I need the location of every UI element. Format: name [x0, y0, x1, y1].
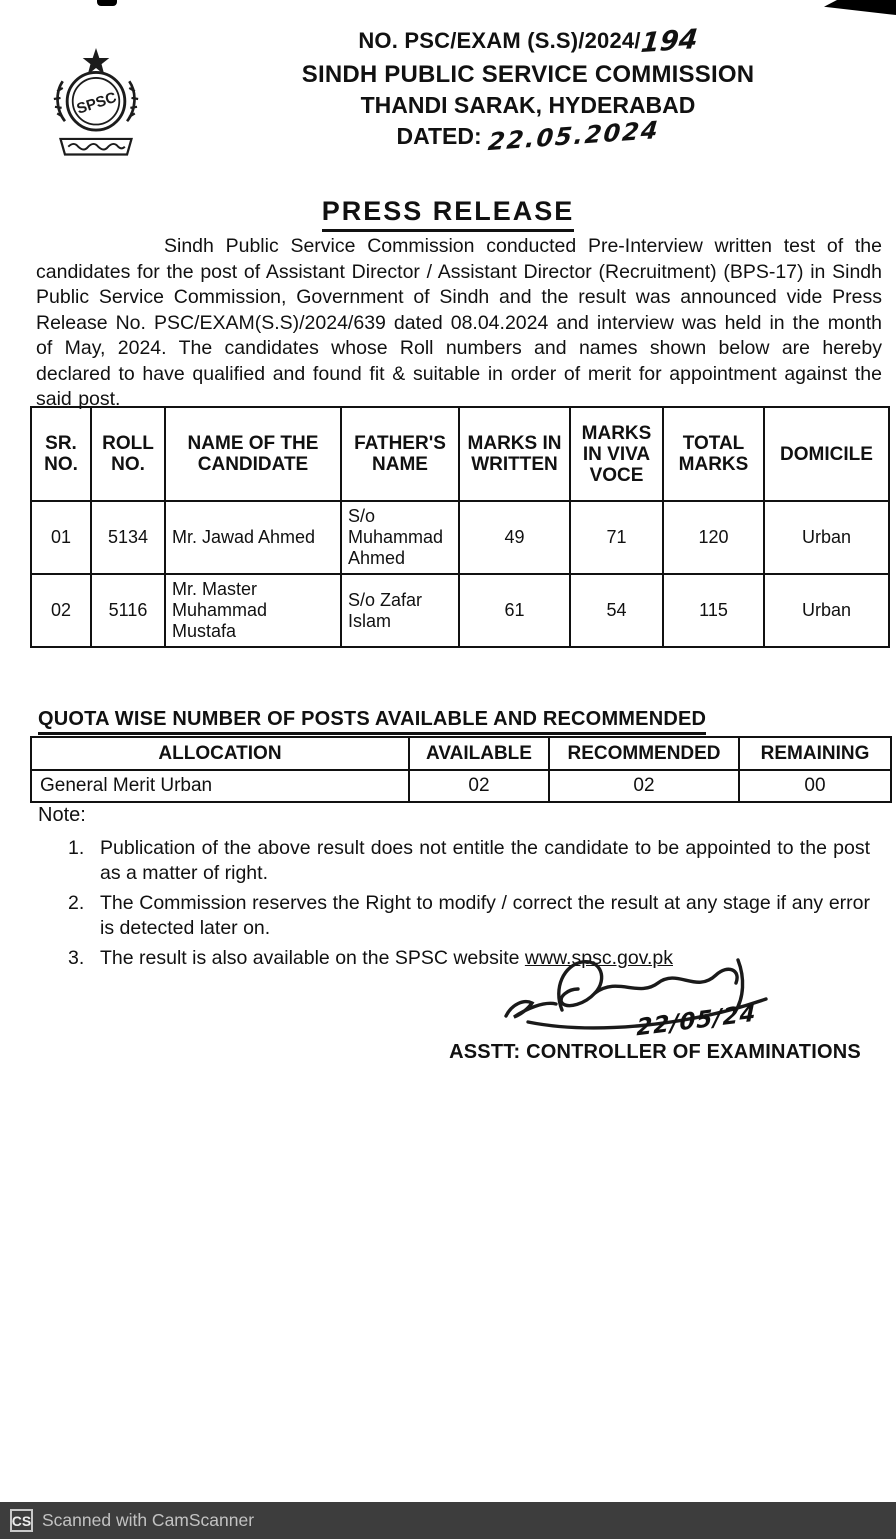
note-text: Publication of the above result does not entitle the candidate to be appointed to the post as a matter of right. [100, 837, 870, 884]
result-cell: 01 [31, 501, 91, 574]
quota-col-header: AVAILABLE [409, 737, 549, 770]
result-table-row [31, 501, 889, 574]
result-cell: 5116 [91, 574, 165, 647]
note-text-prefix: The result is also available on the SPSC website [100, 947, 525, 969]
organization-address: THANDI SARAK, HYDERABAD [360, 92, 696, 118]
organization-name: SINDH PUBLIC SERVICE COMMISSION [301, 61, 755, 88]
note-number: 3. [68, 947, 85, 969]
note-number: 2. [68, 892, 85, 914]
result-col-header: DOMICILE [764, 407, 889, 501]
note-item [68, 891, 870, 941]
quota-cell: 02 [409, 770, 549, 802]
note-label: Note: [38, 804, 86, 826]
spsc-website-link: www.spsc.gov.pk [524, 947, 673, 969]
result-col-header: NAME OF THE CANDIDATE [165, 407, 341, 501]
quota-col-header: ALLOCATION [31, 737, 409, 770]
quota-cell: 00 [739, 770, 891, 802]
result-cell: 115 [663, 574, 764, 647]
result-col-header: FATHER'S NAME [341, 407, 459, 501]
note-item [68, 836, 870, 886]
document-header [168, 23, 888, 157]
result-cell: 5134 [91, 501, 165, 574]
signatory-title: ASSTT: CONTROLLER OF EXAMINATIONS [449, 1041, 861, 1063]
quota-heading: QUOTA WISE NUMBER OF POSTS AVAILABLE AND RECOMMENDED [38, 708, 706, 735]
result-col-header: MARKS IN VIVA VOCE [570, 407, 663, 501]
reference-handwritten-number: 194 [639, 23, 700, 60]
result-col-header: ROLL NO. [91, 407, 165, 501]
result-cell: 61 [459, 574, 570, 647]
quota-cell: General Merit Urban [31, 770, 409, 802]
result-cell: 120 [663, 501, 764, 574]
camscanner-footer-text: Scanned with CamScanner [42, 1510, 255, 1530]
body-paragraph: Sindh Public Service Commission conducted Pre-Interview written test of the candidates for the post of Assistant Director / Assistant Director (Recruitment) (BPS-17) in Sindh Public Service Commission, Government of Sindh and the result was announced vide Press Release No. PSC/EXAM(S.S)/2024/639 dated 08.04.2024 and interview was held in the month of May, 2024. The candidates whose Roll numbers and names shown below are hereby declared to have qualified and found fit & suitable in order of merit for appointment against the said post. [36, 235, 882, 410]
note-text: The Commission reserves the Right to modify / correct the result at any stage if any error is detected later on. [100, 892, 870, 939]
result-cell: Mr. Master Muhammad Mustafa [165, 574, 341, 647]
scan-artifact-top-right [824, 0, 896, 15]
star-icon [83, 48, 110, 75]
press-release-title: PRESS RELEASE [322, 196, 575, 232]
quota-table-header-row [31, 737, 891, 770]
result-col-header: SR. NO. [31, 407, 91, 501]
result-table [30, 406, 890, 648]
quota-table [30, 736, 892, 803]
quota-col-header: RECOMMENDED [549, 737, 739, 770]
result-cell: 54 [570, 574, 663, 647]
result-col-header: TOTAL MARKS [663, 407, 764, 501]
press-release-title-wrap [0, 196, 896, 232]
dated-line [168, 115, 888, 157]
logo-text: SPSC [74, 88, 119, 118]
scan-artifact-top [97, 0, 117, 6]
result-table-row [31, 574, 889, 647]
result-cell: 49 [459, 501, 570, 574]
result-cell: S/o Zafar Islam [341, 574, 459, 647]
result-cell: Urban [764, 574, 889, 647]
result-cell: 02 [31, 574, 91, 647]
camscanner-badge-icon: CS [10, 1509, 33, 1532]
camscanner-footer [0, 1502, 896, 1539]
result-cell: S/o Muhammad Ahmed [341, 501, 459, 574]
reference-prefix: NO. PSC/EXAM (S.S)/2024/ [358, 28, 641, 53]
dated-label: DATED: [396, 123, 482, 149]
result-cell: 71 [570, 501, 663, 574]
result-cell: Mr. Jawad Ahmed [165, 501, 341, 574]
dated-handwritten: 22.05.2024 [486, 115, 661, 157]
quota-table-row [31, 770, 891, 802]
result-table-header-row [31, 407, 889, 501]
result-col-header: MARKS IN WRITTEN [459, 407, 570, 501]
signature-handwritten-date: 22/05/24 [636, 1000, 757, 1042]
reference-number [168, 23, 888, 60]
note-number: 1. [68, 837, 85, 859]
quota-col-header: REMAINING [739, 737, 891, 770]
spsc-logo [40, 48, 152, 170]
quota-cell: 02 [549, 770, 739, 802]
result-cell: Urban [764, 501, 889, 574]
